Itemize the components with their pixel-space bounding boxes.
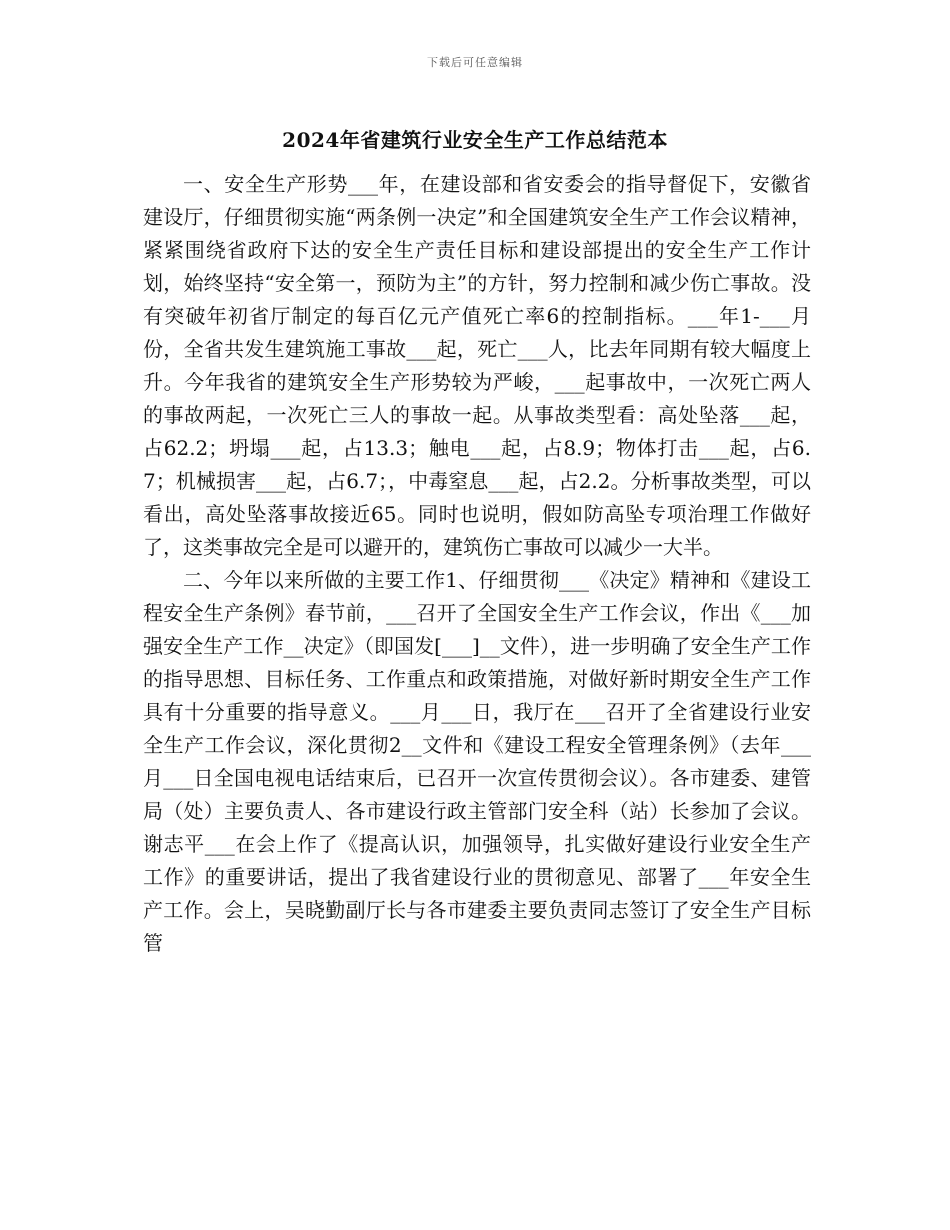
header-note: 下载后可任意编辑 <box>427 56 523 69</box>
paragraph-1: 一、安全生产形势___年，在建设部和省安委会的指导督促下，安徽省建设厅，仔细贯彻实施“两条例一决定”和全国建筑安全生产工作会议精神，紧紧围绕省政府下达的安全生产责任目标和建设部提出的安全生产工作计划，始终坚持“安全第一，预防为主”的方针，努力控制和减少伤亡事故。没有突破年初省厅制定的每百亿元产值死亡率6的控制指标。___年1-___月份，全省共发生建筑施工事故___起，死亡___人，比去年同期有较大幅度上升。今年我省的建筑安全生产形势较为严峻，___起事故中，一次死亡两人的事故两起，一次死亡三人的事故一起。从事故类型看：高处坠落___起，占62.2；坍塌___起，占13.3；触电___起，占8.9；物体打击___起，占6.7；机械损害___起，占6.7；，中毒窒息___起，占2.2。分析事故类型，可以看出，高处坠落事故接近65。同时也说明，假如防高坠专项治理工作做好了，这类事故完全是可以避开的，建筑伤亡事故可以减少一大半。 <box>143 172 811 559</box>
document-body <box>143 168 811 960</box>
paragraph-2: 二、今年以来所做的主要工作1、仔细贯彻___《决定》精神和《建设工程安全生产条例》春节前，___召开了全国安全生产工作会议，作出《___加强安全生产工作__决定》（即国发[___]__文件），进一步明确了安全生产工作的指导思想、目标任务、工作重点和政策措施，对做好新时期安全生产工作具有十分重要的指导意义。___月___日，我厅在___召开了全省建设行业安全生产工作会议，深化贯彻2__文件和《建设工程安全管理条例》（去年___月___日全国电视电话结束后，已召开一次宣传贯彻会议）。各市建委、建管局（处）主要负责人、各市建设行政主管部门安全科（站）长参加了会议。谢志平___在会上作了《提高认识，加强领导，扎实做好建设行业安全生产工作》的重要讲话，提出了我省建设行业的贯彻意见、部署了___年安全生产工作。会上，吴晓勤副厅长与各市建委主要负责同志签订了安全生产目标管 <box>143 568 811 955</box>
document-title: 2024年省建筑行业安全生产工作总结范本 <box>282 128 668 152</box>
